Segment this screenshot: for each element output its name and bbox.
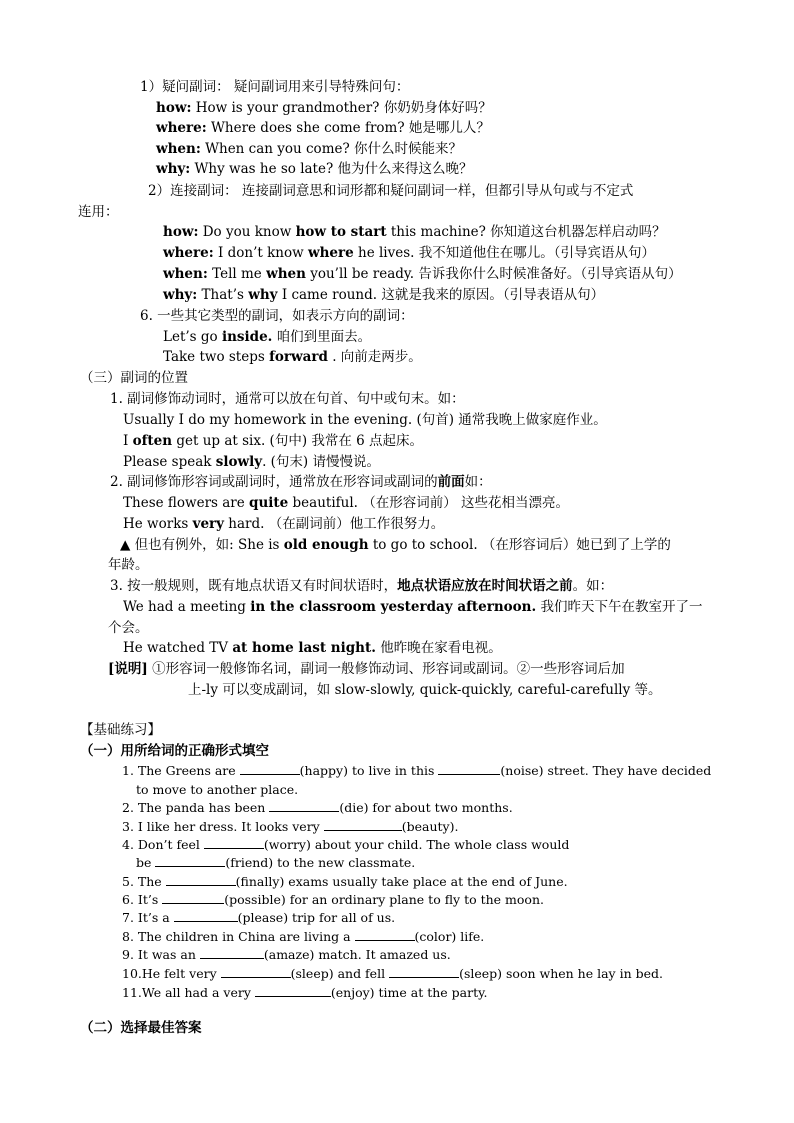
example-line [156, 139, 462, 159]
question-text: 4. Don’t feel [122, 837, 204, 852]
keyword: in the classroom yesterday afternoon. [250, 599, 537, 615]
example-line [123, 452, 380, 472]
answer-blank[interactable] [221, 964, 291, 978]
rule-text: 2. 副词修饰形容词或副词时，通常放在形容词或副词的 [110, 474, 438, 490]
example-line [163, 222, 666, 242]
question-text: (possible) for an ordinary plane to fly to the moon. [224, 892, 544, 907]
example-line [123, 514, 444, 534]
answer-blank[interactable] [174, 908, 238, 922]
example-text: I don’t know [213, 245, 308, 261]
example-text: . (句末) 请慢慢说。 [262, 454, 380, 470]
answer-blank[interactable] [200, 945, 264, 959]
question-text: (sleep) and fell [290, 966, 390, 981]
keyword: where [307, 245, 354, 261]
question-text: 10.He felt very [122, 966, 221, 981]
answer-blank[interactable] [240, 761, 300, 775]
keyword: very [192, 516, 224, 532]
example-text: I came round. 这就是我来的原因。（引导表语从句） [277, 287, 605, 303]
example-text: to go to school. （在形容词后）她已到了上学的 [368, 537, 671, 553]
example-text: When can you come? 你什么时候能来？ [200, 141, 463, 157]
example-text: He watched TV [123, 640, 233, 656]
example-text: you’ll be ready. 告诉我你什么时候准备好。（引导宾语从句） [305, 266, 682, 282]
question-text: 8. The children in China are living a [122, 929, 355, 944]
question-text: (enjoy) time at the party. [330, 985, 488, 1000]
answer-blank[interactable] [155, 853, 225, 867]
question-text: (amaze) match. It amazed us. [263, 947, 451, 962]
example-text: this machine? 你知道这台机器怎样启动吗？ [386, 224, 666, 240]
practice-title: 【基础练习】 [80, 722, 161, 738]
question-10 [122, 964, 663, 984]
rule-text: 如： [464, 474, 492, 490]
section-title: （三）副词的位置 [80, 370, 188, 386]
example-text: 我们昨天下午在教室开了一 [536, 599, 703, 615]
keyword: quite [249, 495, 289, 511]
question-text: (please) trip for all of us. [237, 910, 396, 925]
note-line-cont: 上-ly 可以变成副词，如 slow-slowly, quick-quickly, careful-carefully 等。 [188, 682, 662, 698]
question-text: 2. The panda has been [122, 800, 270, 815]
question-text: (sleep) soon when he lay in bed. [459, 966, 663, 981]
example-text: Take two steps [163, 349, 270, 365]
question-text: (worry) about your child. The whole class would [263, 837, 570, 852]
keyword: inside. [221, 329, 273, 345]
example-text: Tell me [207, 266, 267, 282]
practice-section-1-title: （一）用所给词的正确形式填空 [80, 743, 269, 759]
question-text: (happy) to live in this [299, 763, 439, 778]
question-text: (noise) street. They have decided [500, 763, 712, 778]
question-text: 9. It was an [122, 947, 200, 962]
example-line [156, 159, 473, 179]
answer-blank[interactable] [166, 872, 236, 886]
note-text: ①形容词一般修饰名词，副词一般修饰动词、形容词或副词。②一些形容词后加 [147, 661, 625, 677]
keyword: often [132, 433, 173, 449]
keyword: at home last night. [232, 640, 376, 656]
question-text: 7. It’s a [122, 910, 174, 925]
example-text: Please speak [123, 454, 216, 470]
example-text: That’s [197, 287, 249, 303]
example-line [163, 264, 682, 284]
example-text: 他昨晚在家看电视。 [375, 640, 502, 656]
keyword: how: [163, 224, 199, 240]
question-4-cont [136, 853, 415, 873]
keyword: why [248, 287, 278, 303]
question-text: (finally) exams usually take place at the end of June. [235, 874, 568, 889]
question-8 [122, 927, 484, 947]
rule-text: 3. 按一般规则，既有地点状语又有时间状语时， [110, 578, 398, 594]
question-5 [122, 872, 568, 892]
keyword: forward [269, 349, 328, 365]
question-3 [122, 817, 458, 837]
keyword: where: [163, 245, 214, 261]
question-text: 6. It’s [122, 892, 163, 907]
question-7 [122, 908, 395, 928]
practice-section-2-title: （二）选择最佳答案 [80, 1020, 202, 1036]
example-text: hard. （在副词前）他工作很努力。 [223, 516, 445, 532]
keyword: when [266, 266, 306, 282]
question-6 [122, 890, 544, 910]
question-text: 1. The Greens are [122, 763, 240, 778]
question-text: be [136, 855, 156, 870]
example-text: Let’s go [163, 329, 222, 345]
question-text: (die) for about two months. [339, 800, 513, 815]
question-text: 5. The [122, 874, 166, 889]
keyword: why: [163, 287, 198, 303]
example-line [163, 327, 371, 347]
example-text: beautiful. （在形容词前） 这些花相当漂亮。 [288, 495, 570, 511]
example-text: He works [123, 516, 193, 532]
question-1-cont: to move to another place. [136, 782, 299, 797]
keyword: why: [156, 161, 191, 177]
question-9 [122, 945, 451, 965]
note-line [108, 659, 625, 679]
example-text: These flowers are [123, 495, 250, 511]
answer-blank[interactable] [355, 927, 415, 941]
example-text: How is your grandmother? 你奶奶身体好吗？ [191, 100, 492, 116]
example-text: 咱们到里面去。 [272, 329, 372, 345]
direction-adverbs-heading: 6. 一些其它类型的副词，如表示方向的副词： [140, 308, 414, 324]
example-line [123, 493, 569, 513]
example-line [163, 243, 655, 263]
keyword: how to start [295, 224, 387, 240]
rule-line [110, 472, 492, 492]
example-line [123, 638, 502, 658]
question-text: (color) life. [414, 929, 485, 944]
question-11 [122, 983, 487, 1003]
keyword: old enough [283, 537, 369, 553]
question-2 [122, 798, 513, 818]
example-line [156, 98, 492, 118]
interrogative-adverbs-heading: 1）疑问副词： 疑问副词用来引导特殊问句： [140, 79, 410, 95]
note-label: [说明] [108, 661, 148, 677]
example-text: We had a meeting [123, 599, 251, 615]
example-text: ▲ 但也有例外，如: She is [120, 537, 284, 553]
keyword: 前面 [437, 474, 465, 490]
answer-blank[interactable] [162, 890, 224, 904]
answer-blank[interactable] [389, 964, 459, 978]
answer-blank[interactable] [269, 798, 339, 812]
answer-blank[interactable] [438, 761, 500, 775]
question-text: 3. I like her dress. It looks very [122, 819, 324, 834]
keyword: when: [163, 266, 208, 282]
question-text: (friend) to the new classmate. [225, 855, 416, 870]
example-text: . 向前走两步。 [327, 349, 422, 365]
keyword: slowly [215, 454, 263, 470]
rule-line [110, 576, 613, 596]
example-line [156, 118, 490, 138]
example-line [163, 285, 604, 305]
question-4 [122, 835, 569, 855]
keyword: how: [156, 100, 192, 116]
answer-blank[interactable] [324, 817, 402, 831]
rule-text: 。如： [572, 578, 614, 594]
question-text: 11.We all had a very [122, 985, 255, 1000]
rule-line: 1. 副词修饰动词时，通常可以放在句首、句中或句末。如： [110, 391, 465, 407]
example-text: Where does she come from? 她是哪儿人？ [206, 120, 490, 136]
keyword: when: [156, 141, 201, 157]
example-text: he lives. 我不知道他住在哪儿。（引导宾语从句） [353, 245, 655, 261]
example-line [123, 597, 702, 617]
example-line-cont: 个会。 [108, 620, 149, 636]
keyword: 地点状语应放在时间状语之前 [397, 578, 573, 594]
example-text: Do you know [198, 224, 296, 240]
conjunctive-adverbs-heading-cont: 连用： [78, 204, 119, 220]
question-text: (beauty). [401, 819, 459, 834]
example-line [163, 347, 422, 367]
example-line [123, 431, 423, 451]
keyword: where: [156, 120, 207, 136]
answer-blank[interactable] [204, 835, 264, 849]
example-text: get up at six. (句中) 我常在 6 点起床。 [172, 433, 424, 449]
question-1 [122, 761, 711, 781]
example-line: Usually I do my homework in the evening. (句首) 通常我晚上做家庭作业。 [123, 412, 607, 428]
answer-blank[interactable] [255, 983, 331, 997]
example-text: I [123, 433, 133, 449]
conjunctive-adverbs-heading: 2）连接副词： 连接副词意思和词形都和疑问副词一样，但都引导从句或与不定式 [148, 183, 634, 199]
exception-line-cont: 年龄。 [108, 557, 149, 573]
example-text: Why was he so late? 他为什么来得这么晚？ [190, 161, 473, 177]
exception-line [120, 535, 671, 555]
